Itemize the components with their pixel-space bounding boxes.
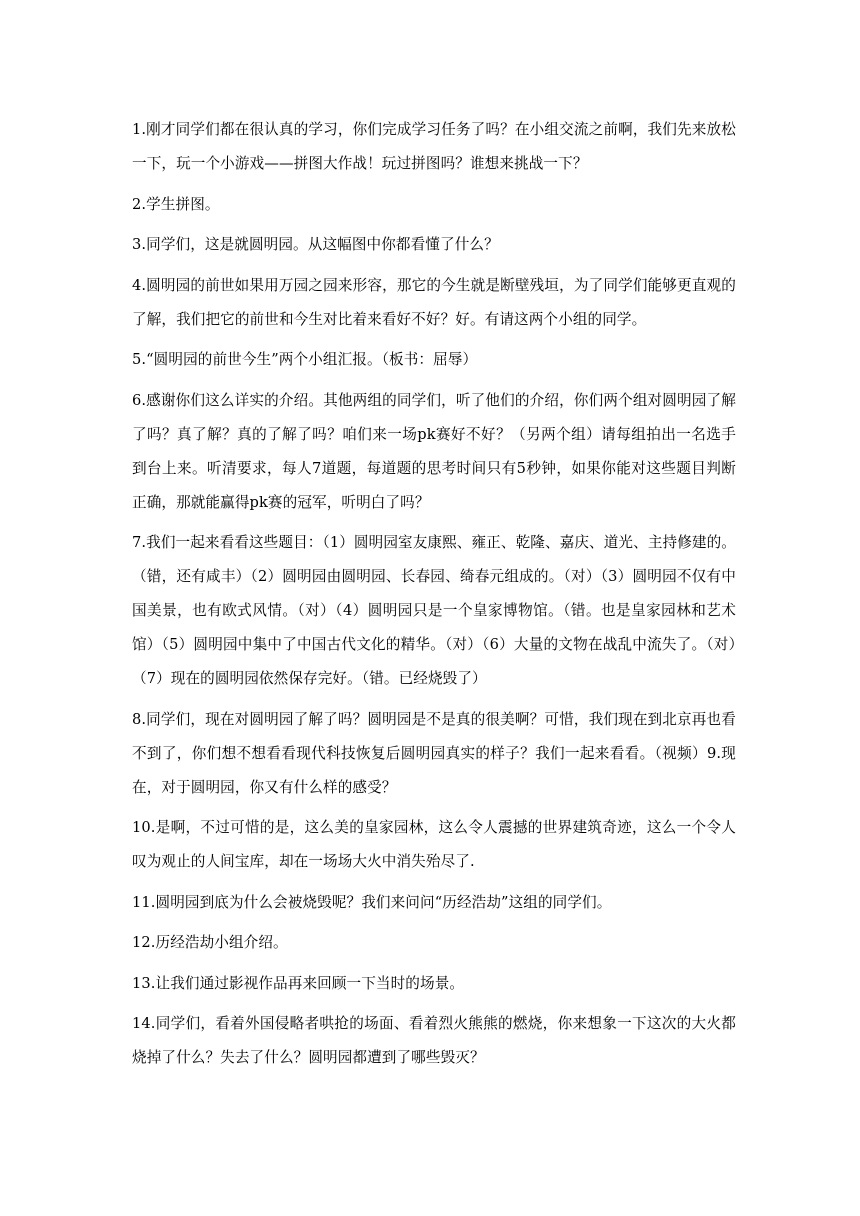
paragraph-14: 14.同学们，看着外国侵略者哄抢的场面、看着烈火熊熊的燃烧，你来想象一下这次的大火都烧掉了什么？失去了什么？圆明园都遭到了哪些毁灭？: [132, 1015, 736, 1066]
paragraph-10: 10.是啊，不过可惜的是，这么美的皇家园林，这么令人震撼的世界建筑奇迹，这么一个令人叹为观止的人间宝库，却在一场场大火中消失殆尽了.: [132, 819, 736, 870]
paragraph-4: 4.圆明园的前世如果用万园之园来形容，那它的今生就是断壁残垣，为了同学们能够更直观的了解，我们把它的前世和今生对比着来看好不好？好。有请这两个小组的同学。: [132, 276, 736, 328]
paragraph-8: 8.同学们，现在对圆明园了解了吗？圆明园是不是真的很美啊？可惜，我们现在到北京再也看不到了，你们想不想看看现代科技恢复后圆明园真实的样子？我们一起来看看。（视频）9.现在，对于圆明园，你又有什么样的感受？: [132, 710, 736, 796]
paragraph-1: 1.刚才同学们都在很认真的学习，你们完成学习任务了吗？在小组交流之前啊，我们先来放松一下，玩一个小游戏——拼图大作战！玩过拼图吗？谁想来挑战一下？: [132, 121, 736, 172]
paragraph-12: 12.历经浩劫小组介绍。: [132, 934, 288, 951]
document-body: [132, 113, 736, 1082]
paragraph-3: 3.同学们，这是就圆明园。从这幅图中你都看懂了什么？: [132, 236, 499, 253]
paragraph-13: 13.让我们通过影视作品再来回顾一下当时的场景。: [132, 974, 465, 992]
paragraph-11: 11.圆明园到底为什么会被烧毁呢？我们来问问“历经浩劫”这组的同学们。: [132, 893, 612, 911]
paragraph-5: 5.“圆明园的前世今生”两个小组汇报。（板书：屈辱）: [132, 351, 478, 368]
paragraph-2: 2.学生拼图。: [132, 195, 220, 213]
paragraph-7: 7.我们一起来看看这些题目：（1）圆明园室友康熙、雍正、乾隆、嘉庆、道光、主持修建的。（错，还有咸丰）（2）圆明园由圆明园、长春园、绮春元组成的。（对）（3）圆明园不仅有中国美景，也有欧式风情。（对）（4）圆明园只是一个皇家博物馆。（错。也是皇家园林和艺术馆）（5）圆明园中集中了中国古代文化的精华。（对）（6）大量的文物在战乱中流失了。（对）（7）现在的圆明园依然保存完好。（错。已经烧毁了）: [132, 534, 736, 687]
paragraph-6: 6.感谢你们这么详实的介绍。其他两组的同学们，听了他们的介绍，你们两个组对圆明园了解了吗？真了解？真的了解了吗？咱们来一场pk赛好不好？（另两个组）请每组拍出一名选手到台上来。听清要求，每人7道题，每道题的思考时间只有5秒钟，如果你能对这些题目判断正确，那就能赢得pk赛的冠军，听明白了吗？: [132, 391, 736, 511]
